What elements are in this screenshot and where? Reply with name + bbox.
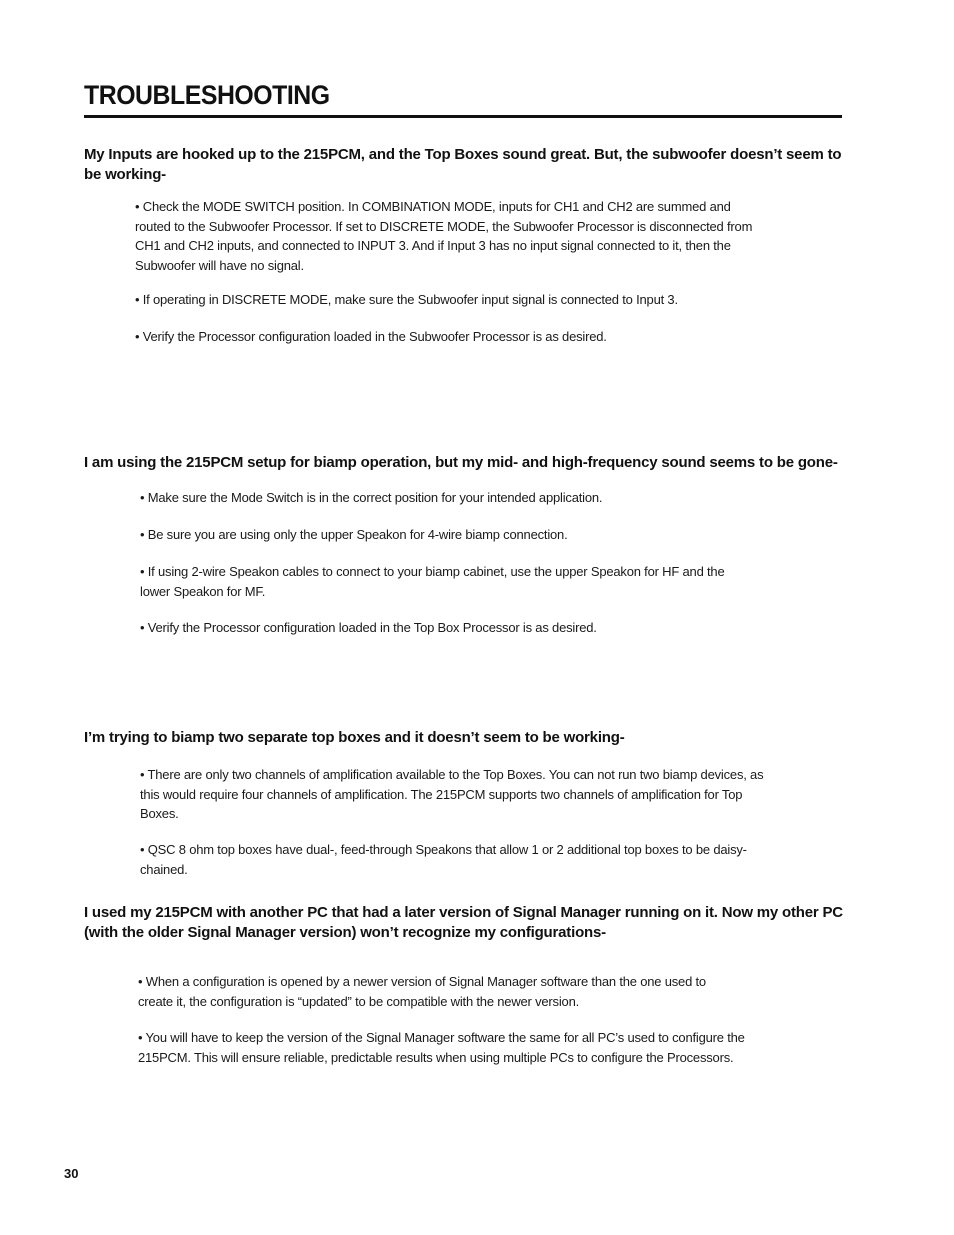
section-1-answer-1: • Check the MODE SWITCH position. In COMBINATION MODE, inputs for CH1 and CH2 are summed and routed to the Subwoofer Processor. If set to DISCRETE MODE, the Subwoofer Processor is disconnected from CH1 and CH2 inputs, and connected to INPUT 3. And if Input 3 has no input signal connected to it, then the Subwoofer will have no signal. xyxy=(135,199,753,273)
section-1-question: My Inputs are hooked up to the 215PCM, and the Top Boxes sound great. But, the subwoofer doesn’t seem to be working- xyxy=(84,146,842,183)
page-title: TROUBLESHOOTING xyxy=(84,80,330,110)
section-2-answer-3: • If using 2-wire Speakon cables to connect to your biamp cabinet, use the upper Speakon for HF and the lower Speakon for MF. xyxy=(140,564,725,599)
section-1-answer-2: • If operating in DISCRETE MODE, make sure the Subwoofer input signal is connected to Input 3. xyxy=(135,292,678,307)
section-3-question: I’m trying to biamp two separate top boxes and it doesn’t seem to be working- xyxy=(84,729,625,746)
page-number: 30 xyxy=(64,1166,79,1181)
section-2-answer-2: • Be sure you are using only the upper Speakon for 4-wire biamp connection. xyxy=(140,527,568,542)
section-1-answer-3: • Verify the Processor configuration loaded in the Subwoofer Processor is as desired. xyxy=(135,329,607,344)
section-2-answer-1: • Make sure the Mode Switch is in the correct position for your intended application. xyxy=(140,490,603,505)
section-2-question: I am using the 215PCM setup for biamp operation, but my mid- and high-frequency sound seems to be gone- xyxy=(84,454,838,471)
section-4-question: I used my 215PCM with another PC that had a later version of Signal Manager running on it. Now my other PC (with the older Signal Manager version) won’t recognize my configurations- xyxy=(84,904,843,941)
section-3-answer-1: • There are only two channels of amplification available to the Top Boxes. You can not run two biamp devices, as this would require four channels of amplification. The 215PCM supports two channels of amplification for Top Boxes. xyxy=(140,767,764,821)
section-2-answer-4: • Verify the Processor configuration loaded in the Top Box Processor is as desired. xyxy=(140,620,597,635)
title-divider xyxy=(84,115,842,118)
section-3-answer-2: • QSC 8 ohm top boxes have dual-, feed-through Speakons that allow 1 or 2 additional top boxes to be daisy-chained. xyxy=(140,842,747,877)
section-4-answer-2: • You will have to keep the version of the Signal Manager software the same for all PC’s used to configure the 215PCM. This will ensure reliable, predictable results when using multiple PCs to configure the Processors. xyxy=(138,1030,745,1065)
section-4-answer-1: • When a configuration is opened by a newer version of Signal Manager software than the one used to create it, the configuration is “updated” to be compatible with the newer version. xyxy=(138,974,706,1009)
